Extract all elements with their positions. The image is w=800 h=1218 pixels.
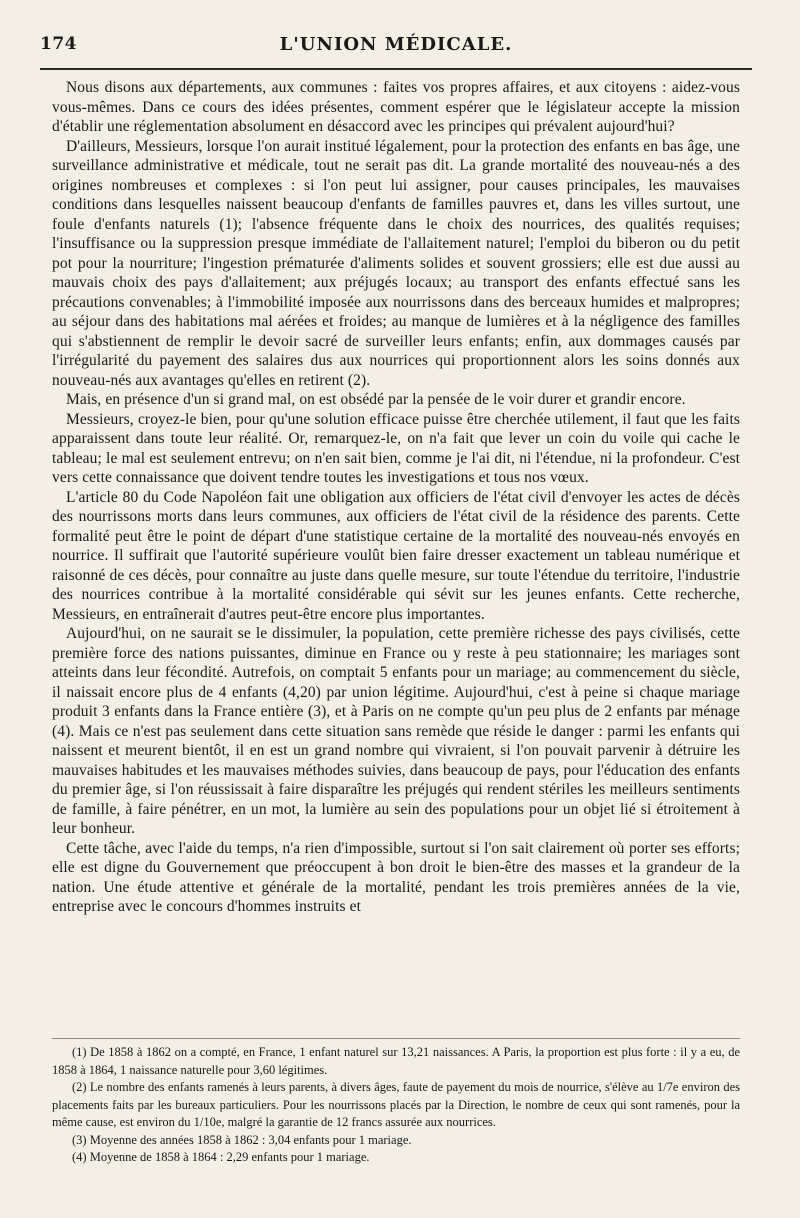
page-header xyxy=(40,28,752,70)
footnote-divider xyxy=(52,1038,740,1039)
paragraph: Messieurs, croyez-le bien, pour qu'une solution efficace puisse être cherchée utilement, il faut que les faits apparaissent dans toute leur réalité. Or, remarquez-le, on n'a fait que lever un coin du voile qui cache le tableau; le mal est seulement entrevu; on n'en sait bien, comme je l'ai dit, ni l'étendue, ni la profondeur. C'est vers cette connaissance que doivent tendre toutes les investigations et tous nos vœux. xyxy=(52,410,740,486)
paragraph: Cette tâche, avec l'aide du temps, n'a rien d'impossible, surtout si l'on sait clairement où porter ses efforts; elle est digne du Gouvernement que préoccupent à bon droit le bien-être des masses et la grandeur de la nation. Une étude attentive et générale de la mortalité, pendant les trois premières années de la vie, entreprise avec le concours d'hommes instruits et xyxy=(52,839,740,915)
paragraph: Nous disons aux départements, aux communes : faites vos propres affaires, et aux citoyens : aidez-vous vous-mêmes. Dans ce cours des idées présentes, comment espérer que le législateur accepte la mission d'établir une réglementation absolument en désaccord avec les principes qui prévalent aujourd'hui? xyxy=(52,79,740,135)
running-title: L'UNION MÉDICALE. xyxy=(279,34,513,55)
page-number: 174 xyxy=(40,34,77,54)
footnote: (4) Moyenne de 1858 à 1864 : 2,29 enfants pour 1 mariage. xyxy=(72,1150,370,1164)
paragraph: D'ailleurs, Messieurs, lorsque l'on aurait institué légalement, pour la protection des enfants en bas âge, une surveillance administrative et médicale, tout ne serait pas dit. La grande mortalité des nouveau-nés a des origines nombreuses et complexes : si l'on peut lui assigner, pour causes principales, les mauvaises conditions dans lesquelles naissent beaucoup d'enfants de familles pauvres et, dans les villes surtout, une foule d'enfants naturels (1); l'absence fréquente dans le choix des nourrices, des qualités requises; l'insuffisance ou la suppression presque immédiate de l'allaitement naturel; l'emploi du biberon ou du petit pot pour la nourriture; l'ingestion prématurée d'aliments solides et souvent grossiers; elle est due aussi au mauvais choix des pays d'allaitement; aux préjugés locaux; au transport des enfants effectué sans les précautions convenables; à l'immobilité imposée aux nourrissons dans des berceaux humides et malpropres; au séjour dans des habitations mal aérées et froides; au manque de lumières et à la négligence des familles qui s'abstiennent de remplir le devoir sacré de surveiller leurs enfants; enfin, aux dommages causés par l'irrégularité du payement des salaires dus aux nourrices qui proportionnent alors les soins donnés aux nouveau-nés aux avantages qu'elles en retirent (2). xyxy=(52,137,740,389)
paragraph: Aujourd'hui, on ne saurait se le dissimuler, la population, cette première richesse des pays civilisés, cette première force des nations puissantes, diminue en France ou y reste à peu stationnaire; les mariages sont atteints dans leur fécondité. Autrefois, on comptait 5 enfants pour un mariage; au commencement du siècle, il naissait encore plus de 4 enfants (4,20) par union légitime. Aujourd'hui, c'est à peine si chaque mariage produit 3 enfants dans la France entière (3), et à Paris on ne compte qu'un peu plus de 2 enfants par ménage (4). Mais ce n'est pas seulement dans cette situation sans remède que réside le danger : parmi les enfants qui naissent et meurent bientôt, il en est un grand nombre qui vivraient, si l'on pouvait parvenir à détruire les mauvaises habitudes et les mauvaises méthodes suivies, dans beaucoup de pays, pour l'éducation des enfants du premier âge, si l'on réussissait à faire disparaître les préjugés qui rendent stériles les meilleurs sentiments de famille, à faire pénétrer, en un mot, la lumière au sein des populations pour un objet lié si étroitement à leur bonheur. xyxy=(52,625,740,837)
body-text xyxy=(52,78,740,917)
paragraph: L'article 80 du Code Napoléon fait une obligation aux officiers de l'état civil d'envoyer les actes de décès des nourrissons morts dans leurs communes, aux officiers de l'état civil de la résidence des parents. Cette formalité peut être le point de départ d'une statistique certaine de la mortalité des nouveau-nés envoyés en nourrice. Il suffirait que l'autorité supérieure voulût bien faire dresser exactement un tableau numérique et raisonné de ces décès, pour connaître au juste dans quelle mesure, sur toute l'étendue du territoire, l'industrie des nourrices contribue à la mortalité considérable qui sévit sur les jeunes enfants. Cette recherche, Messieurs, en entraînerait d'autres peut-être encore plus importantes. xyxy=(52,488,740,623)
footnote: (1) De 1858 à 1862 on a compté, en France, 1 enfant naturel sur 13,21 naissances. A Paris, la proportion est plus forte : il y a eu, de 1858 à 1864, 1 naissance naturelle pour 3,60 légitimes. xyxy=(52,1045,740,1077)
paragraph: Mais, en présence d'un si grand mal, on est obsédé par la pensée de le voir durer et grandir encore. xyxy=(66,391,686,408)
footnote: (2) Le nombre des enfants ramenés à leurs parents, à divers âges, faute de payement du mois de nourrice, s'élève au 1/7e environ des placements faits par les bureaux particuliers. Pour les nourrissons placés par la Direction, le nombre de ceux qui sont ramenés, pour la même cause, est environ du 1/10e, malgré la garantie de 12 francs assurée aux nourrices. xyxy=(52,1080,740,1129)
footnote: (3) Moyenne des années 1858 à 1862 : 3,04 enfants pour 1 mariage. xyxy=(72,1132,412,1147)
footnotes xyxy=(52,1044,740,1167)
